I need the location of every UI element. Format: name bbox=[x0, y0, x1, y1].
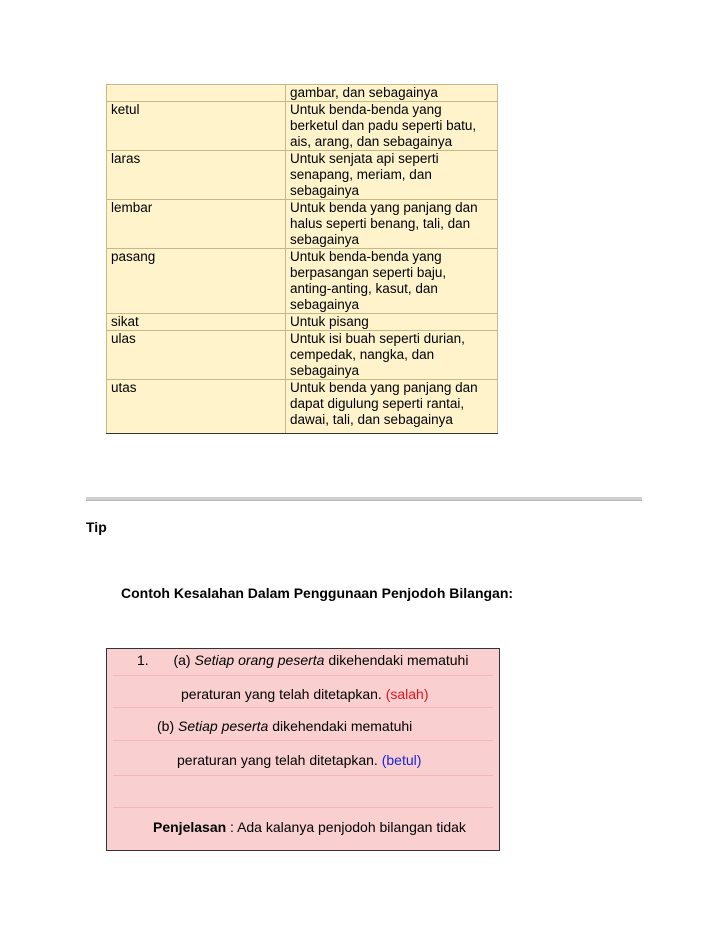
a-italic-phrase: Setiap orang peserta bbox=[194, 652, 325, 668]
table-row bbox=[107, 102, 498, 151]
word-text: sikat bbox=[111, 314, 139, 329]
description-line: Untuk isi buah seperti durian, bbox=[290, 331, 465, 346]
table-row bbox=[107, 85, 498, 102]
description-line: anting-anting, kasut, dan bbox=[290, 281, 438, 296]
description-line: sebagainya bbox=[290, 232, 360, 247]
example-box bbox=[106, 648, 500, 851]
section-heading: Contoh Kesalahan Dalam Penggunaan Penjodoh Bilangan: bbox=[121, 585, 514, 601]
word-cell bbox=[107, 200, 286, 249]
description-line: cempedak, nangka, dan bbox=[290, 347, 435, 362]
explanation-label: Penjelasan bbox=[153, 819, 227, 835]
description-line: sebagainya bbox=[290, 297, 360, 312]
table-row bbox=[107, 200, 498, 249]
description-line: Untuk pisang bbox=[290, 314, 369, 329]
example-line-a2 bbox=[181, 686, 499, 702]
word-cell bbox=[107, 102, 286, 151]
word-cell bbox=[107, 380, 286, 434]
b-line2: peraturan yang telah ditetapkan. bbox=[177, 752, 378, 768]
description-cell bbox=[286, 314, 498, 331]
word-cell bbox=[107, 249, 286, 314]
description-cell bbox=[286, 151, 498, 200]
description-line: berketul dan padu seperti batu, bbox=[290, 118, 477, 133]
example-line-b1 bbox=[157, 718, 499, 734]
word-cell bbox=[107, 151, 286, 200]
row-separator bbox=[113, 775, 493, 776]
wrong-tag: (salah) bbox=[385, 686, 429, 702]
description-line: sebagainya bbox=[290, 363, 360, 378]
description-line: ais, arang, dan sebagainya bbox=[290, 134, 453, 149]
row-separator bbox=[113, 807, 493, 808]
a-line2: peraturan yang telah ditetapkan. bbox=[181, 686, 382, 702]
table-row bbox=[107, 380, 498, 434]
example-number: 1. bbox=[137, 652, 149, 668]
word-text: pasang bbox=[111, 249, 156, 264]
description-cell bbox=[286, 85, 498, 102]
table-row bbox=[107, 331, 498, 380]
description-line: Untuk benda-benda yang bbox=[290, 249, 442, 264]
row-separator bbox=[113, 740, 493, 741]
description-line: halus seperti benang, tali, dan bbox=[290, 216, 471, 231]
description-line: berpasangan seperti baju, bbox=[290, 265, 447, 280]
word-cell bbox=[107, 331, 286, 380]
penjodoh-table bbox=[106, 84, 498, 434]
b-italic-phrase: Setiap peserta bbox=[178, 718, 269, 734]
label-b: (b) bbox=[157, 718, 175, 734]
description-line: gambar, dan sebagainya bbox=[290, 85, 438, 100]
b-rest: dikehendaki mematuhi bbox=[272, 718, 413, 734]
description-line: dawai, tali, dan sebagainya bbox=[290, 412, 453, 427]
description-line: Untuk benda yang panjang dan bbox=[290, 380, 478, 395]
description-cell bbox=[286, 380, 498, 434]
table-row bbox=[107, 151, 498, 200]
description-cell bbox=[286, 200, 498, 249]
example-line-b2 bbox=[177, 752, 499, 768]
word-text: laras bbox=[111, 151, 141, 166]
label-a: (a) bbox=[173, 652, 191, 668]
description-line: Untuk benda yang panjang dan bbox=[290, 200, 478, 215]
description-line: dapat digulung seperti rantai, bbox=[290, 396, 465, 411]
row-separator bbox=[113, 707, 493, 708]
word-text: utas bbox=[111, 380, 137, 395]
description-line: sebagainya bbox=[290, 183, 360, 198]
word-text: ketul bbox=[111, 102, 140, 117]
a-rest: dikehendaki mematuhi bbox=[328, 652, 469, 668]
right-tag: (betul) bbox=[381, 752, 422, 768]
description-cell bbox=[286, 331, 498, 380]
row-separator bbox=[113, 675, 493, 676]
word-text: lembar bbox=[111, 200, 153, 215]
tip-label: Tip bbox=[86, 519, 107, 535]
description-cell bbox=[286, 249, 498, 314]
word-cell bbox=[107, 85, 286, 102]
table-row bbox=[107, 314, 498, 331]
horizontal-divider bbox=[86, 497, 642, 501]
description-line: Untuk senjata api seperti bbox=[290, 151, 439, 166]
word-cell bbox=[107, 314, 286, 331]
description-cell bbox=[286, 102, 498, 151]
example-line-a1 bbox=[137, 652, 499, 668]
explanation-text: Ada kalanya penjodoh bilangan tidak bbox=[237, 819, 466, 835]
word-text: ulas bbox=[111, 331, 136, 346]
table-row bbox=[107, 249, 498, 314]
description-line: Untuk benda-benda yang bbox=[290, 102, 442, 117]
description-line: senapang, meriam, dan bbox=[290, 167, 432, 182]
explanation-line bbox=[153, 819, 499, 835]
explanation-sep: : bbox=[230, 819, 234, 835]
